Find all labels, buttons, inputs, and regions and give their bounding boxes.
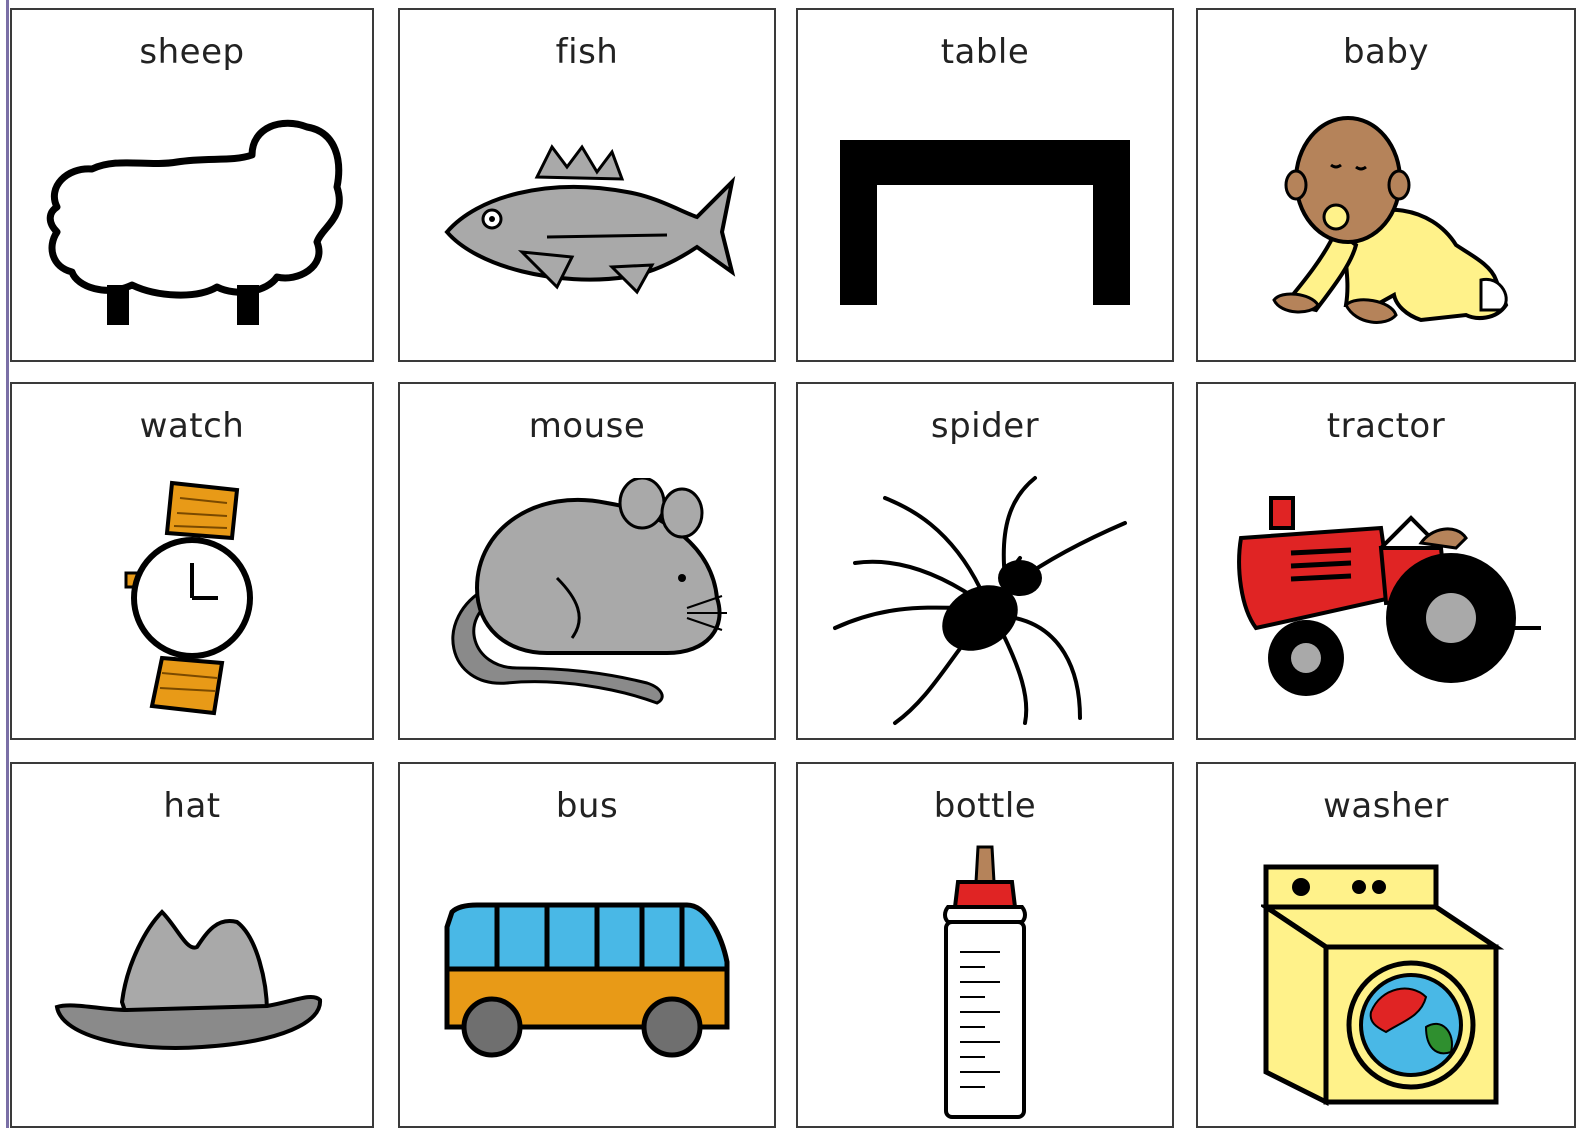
card-label: bottle (933, 786, 1037, 826)
tractor-icon (1231, 488, 1541, 708)
hat-icon (52, 892, 332, 1072)
card-fish[interactable] (398, 8, 776, 362)
card-label: washer (1323, 786, 1449, 826)
card-hat[interactable] (10, 762, 374, 1128)
card-table[interactable] (796, 8, 1174, 362)
bottle-icon (930, 842, 1040, 1122)
card-label: hat (163, 786, 221, 826)
card-label: fish (555, 32, 619, 72)
card-label: baby (1342, 32, 1430, 72)
card-sheep[interactable] (10, 8, 374, 362)
bus-icon (437, 897, 737, 1067)
card-tractor[interactable] (1196, 382, 1576, 740)
card-mouse[interactable] (398, 382, 776, 740)
card-label: mouse (528, 406, 646, 446)
card-bottle[interactable] (796, 762, 1174, 1128)
card-spider[interactable] (796, 382, 1174, 740)
fish-icon (437, 137, 737, 307)
washer-icon (1261, 857, 1511, 1107)
card-baby[interactable] (1196, 8, 1576, 362)
card-label: bus (555, 786, 619, 826)
table-icon (835, 135, 1135, 310)
card-label: watch (139, 406, 245, 446)
card-label: spider (930, 406, 1040, 446)
watch-icon (122, 478, 262, 718)
mouse-icon (437, 478, 737, 718)
spider-icon (830, 468, 1140, 728)
card-label: tractor (1326, 406, 1446, 446)
card-watch[interactable] (10, 382, 374, 740)
baby-icon (1256, 105, 1516, 340)
card-washer[interactable] (1196, 762, 1576, 1128)
card-label: sheep (139, 32, 245, 72)
sheep-icon (37, 107, 347, 337)
card-bus[interactable] (398, 762, 776, 1128)
card-label: table (940, 32, 1030, 72)
